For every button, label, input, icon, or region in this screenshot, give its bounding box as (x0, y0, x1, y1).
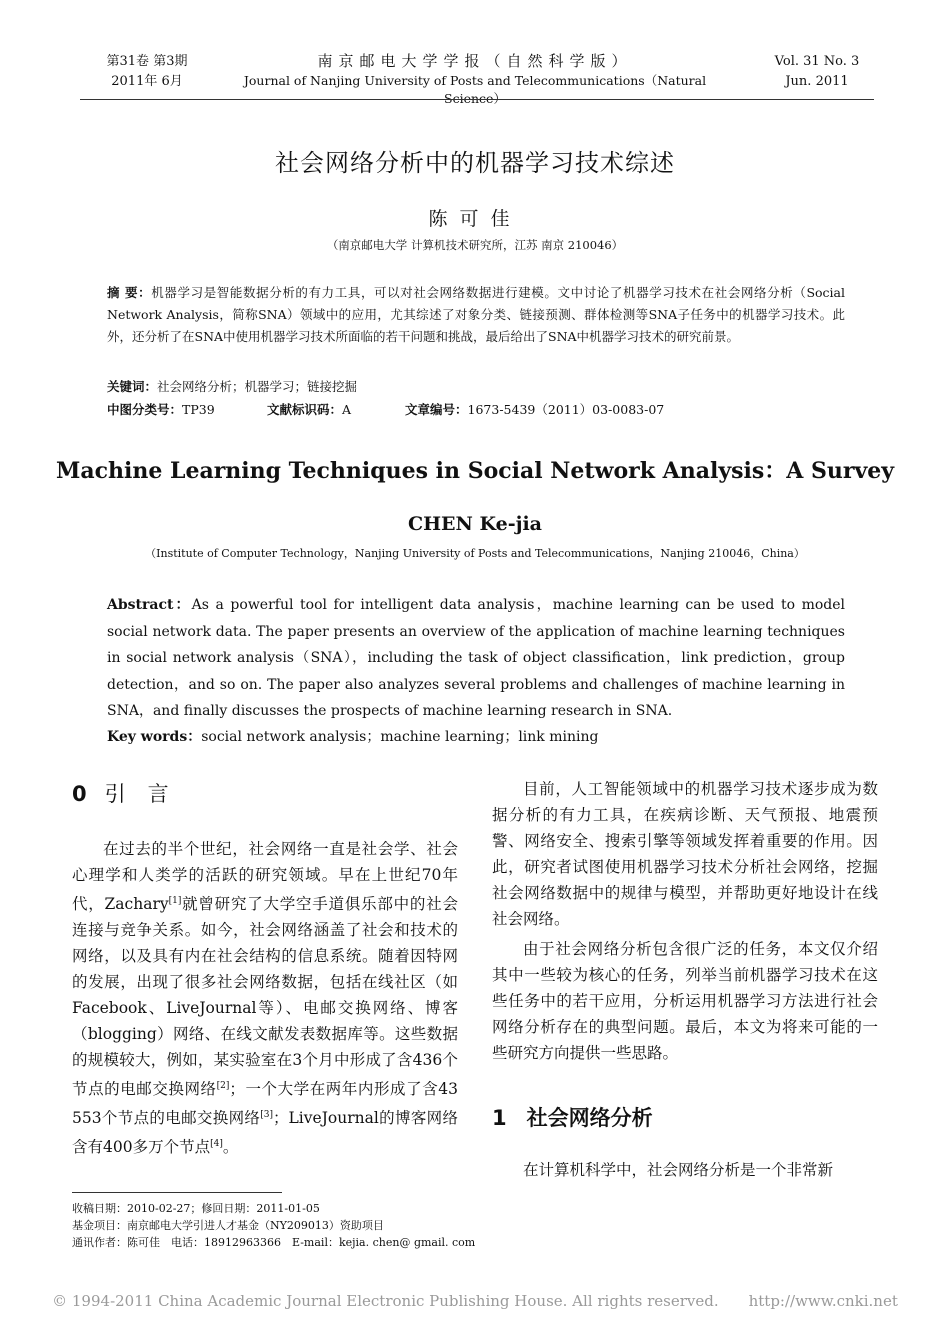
header-issue-info (82, 52, 212, 92)
section-1-number: 1 (492, 1106, 507, 1130)
paragraph: 目前，人工智能领域中的机器学习技术逐步成为数据分析的有力工具，在疾病诊断、天气预报、地震预警、网络安全、搜索引擎等领域发挥着重要的作用。因此，研究者试图使用机器学习技术分析社会网络，挖掘社会网络数据中的规律与模型，并帮助更好地设计在线社会网络。 (492, 780, 878, 928)
header-volume: 第31卷 第3期 (106, 54, 188, 69)
citation-ref: [4] (210, 1139, 223, 1150)
section-1-body (492, 1157, 878, 1183)
section-0-title: 引言 (104, 782, 191, 806)
intro-text-a: 在过去的半个世纪，社会网络一直是社会学、社会心理学和人类学的活跃的研究领域。早在上世纪70年代，Zachary (72, 840, 458, 914)
doc-code (267, 399, 351, 421)
right-column (492, 776, 878, 1066)
citation-ref: [2] (216, 1081, 230, 1092)
journal-name-en: Journal of Nanjing University of Posts and Telecommunications（Natural Science） (243, 73, 707, 106)
section-1-heading (492, 1102, 653, 1132)
author-en: CHEN Ke-jia (407, 513, 542, 535)
doc-label: 文献标识码： (267, 402, 343, 417)
abstract-en-text: As a powerful tool for intelligent data analysis，machine learning can be used to model social network data. The paper presents an overview of the application of machine learning techniques in social network analysis（SNA），including the task of object classification，link prediction，group detection，and so on. The paper also analyzes several problems and challenges of machine learning in SNA，and finally discusses the prospects of machine learning research in SNA. (107, 597, 845, 719)
footnote-divider (72, 1192, 282, 1193)
intro-paragraph (72, 836, 458, 1161)
paper-title-cn: 社会网络分析中的机器学习技术综述 (275, 149, 675, 177)
abstract-en (107, 592, 845, 725)
section-0-number: 0 (72, 782, 87, 806)
keywords-cn-text: 社会网络分析；机器学习；链接挖掘 (157, 379, 358, 394)
footnote-received: 收稿日期：2010-02-27；修回日期：2011-01-05 (72, 1202, 320, 1215)
abstract-en-label: Abstract： (107, 597, 192, 613)
copyright-watermark: © 1994-2011 China Academic Journal Electronic Publishing House. All rights reserved. http://www.cnki.net (52, 1292, 898, 1310)
intro-text-c: ；一个大学在两年内形成了含43 553个节点的电邮交换网络 (72, 1080, 458, 1128)
paragraph: 由于社会网络分析包含很广泛的任务，本文仅介绍其中一些较为核心的任务，列举当前机器学习技术在这些任务中的若干应用，分析运用机器学习方法进行社会网络分析存在的典型问题。最后，本文为将来可能的一些研究方向提供一些思路。 (492, 940, 878, 1062)
clc-value: TP39 (182, 402, 215, 417)
keywords-en-label: Key words： (107, 729, 202, 745)
art-value: 1673-5439（2011）03-0083-07 (467, 402, 665, 417)
clc-number (107, 399, 215, 421)
keywords-en (107, 725, 598, 749)
journal-name-cn: 南京邮电大学学报（自然科学版） (317, 52, 633, 70)
header-month-year: Jun. 2011 (785, 74, 849, 89)
citation-ref: [3] (260, 1110, 274, 1121)
keywords-cn (107, 376, 357, 398)
abstract-cn-text: 机器学习是智能数据分析的有力工具，可以对社会网络数据进行建模。文中讨论了机器学习技术在社会网络分析（Social Network Analysis，简称SNA）领域中的应用，尤其综述了对象分类、链接预测、群体检测等SNA子任务中的机器学习技术。此外，还分析了在SNA中使用机器学习技术所面临的若干问题和挑战，最后给出了SNA中机器学习技术的研究前景。 (107, 285, 846, 344)
left-column (72, 836, 458, 1161)
affiliation-cn: （南京邮电大学 计算机技术研究所，江苏 南京 210046） (326, 238, 624, 252)
section-0-heading (72, 778, 191, 808)
footnotes (72, 1200, 475, 1251)
clc-label: 中图分类号： (107, 402, 183, 417)
header-divider (80, 99, 874, 100)
header-vol-no: Vol. 31 No. 3 (774, 54, 860, 69)
section-1-title: 社会网络分析 (526, 1106, 653, 1130)
intro-text-e: 。 (222, 1138, 239, 1157)
abstract-cn-label: 摘 要： (107, 285, 152, 300)
header-volume-en (762, 52, 872, 92)
citation-ref: [1] (168, 896, 182, 906)
intro-text-b: 就曾研究了大学空手道俱乐部中的社会连接与竞争关系。如今，社会网络涵盖了社会和技术的网络，以及具有内在社会结构的信息系统。随着因特网的发展，出现了很多社会网络数据，包括在线社区（如Facebook、LiveJournal等）、电邮交换网络、博客（blogging）网络、在线文献发表数据库等。这些数据的规模较大，例如，某实验室在3个月中形成了含436个节点的电邮交换网络 (72, 895, 458, 1099)
art-label: 文章编号： (405, 402, 468, 417)
affiliation-en: （Institute of Computer Technology，Nanjing University of Posts and Telecommunications，Nanjing 210046，China） (145, 547, 805, 560)
paper-title-en: Machine Learning Techniques in Social Network Analysis：A Survey (55, 458, 895, 484)
footnote-contact: 通讯作者：陈可佳 电话：18912963366 E-mail：kejia. chen@ gmail. com (72, 1236, 476, 1249)
keywords-en-text: social network analysis；machine learning；link mining (201, 729, 599, 745)
intro-text-d: ；LiveJournal的博客网络含有400多万个节点 (72, 1109, 458, 1157)
header-date: 2011年 6月 (111, 74, 183, 89)
keywords-cn-label: 关键词： (107, 379, 158, 394)
author-cn: 陈可佳 (428, 208, 522, 230)
article-number (405, 399, 664, 421)
paragraph: 在计算机科学中，社会网络分析是一个非常新 (523, 1161, 834, 1179)
abstract-cn (107, 282, 845, 348)
footnote-funding: 基金项目：南京邮电大学引进人才基金（NY209013）资助项目 (72, 1219, 384, 1232)
doc-value: A (342, 402, 352, 417)
